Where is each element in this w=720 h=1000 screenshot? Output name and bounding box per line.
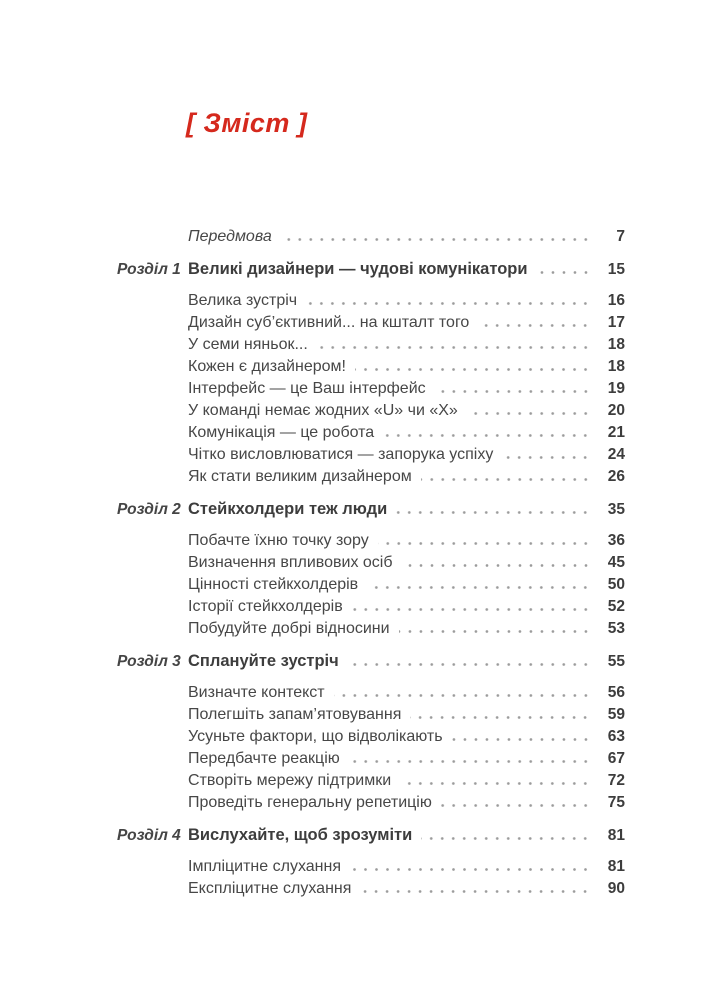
dot-leader bbox=[435, 390, 591, 393]
toc-row bbox=[117, 748, 625, 770]
entry-title: Створіть мережу підтримки bbox=[188, 772, 392, 789]
table-of-contents bbox=[117, 226, 625, 900]
toc-row bbox=[117, 290, 625, 312]
toc-row bbox=[117, 618, 625, 640]
toc-entry bbox=[188, 444, 625, 466]
entry-title: У команді немає жодних «U» чи «X» bbox=[188, 402, 458, 419]
entry-title: Як стати великим дизайнером bbox=[188, 468, 412, 485]
entry-title: Визначення впливових осіб bbox=[188, 554, 393, 571]
entry-page-number: 90 bbox=[607, 880, 625, 897]
page-title: [ Зміст ] bbox=[186, 108, 308, 138]
dot-leader bbox=[478, 324, 591, 327]
toc-row bbox=[117, 552, 625, 574]
toc-entry bbox=[188, 618, 625, 640]
entry-title: Стейкхолдери теж люди bbox=[188, 500, 388, 518]
toc-entry bbox=[188, 498, 625, 521]
entry-title: Полегшіть запам’ятовування bbox=[188, 706, 402, 723]
entry-title: Комунікація — це робота bbox=[188, 424, 375, 441]
toc-row bbox=[117, 682, 625, 704]
entry-page-number: 21 bbox=[607, 424, 625, 441]
entry-title: Велика зустріч bbox=[188, 292, 298, 309]
toc-entry bbox=[188, 422, 625, 444]
toc-entry bbox=[188, 748, 625, 770]
dot-leader bbox=[378, 542, 591, 545]
dot-leader bbox=[349, 760, 591, 763]
entry-page-number: 16 bbox=[607, 292, 625, 309]
entry-page-number: 59 bbox=[607, 706, 625, 723]
toc-row bbox=[117, 444, 625, 466]
toc-entry bbox=[188, 856, 625, 878]
toc-entry bbox=[188, 650, 625, 673]
toc-row bbox=[117, 466, 625, 488]
toc-entry bbox=[188, 878, 625, 900]
entry-title: Проведіть генеральну репетицію bbox=[188, 794, 432, 811]
toc-entry bbox=[188, 334, 625, 356]
entry-page-number: 24 bbox=[607, 446, 625, 463]
entry-page-number: 55 bbox=[607, 653, 625, 670]
toc-entry bbox=[188, 400, 625, 422]
dot-leader bbox=[281, 238, 591, 241]
toc-entry bbox=[188, 530, 625, 552]
dot-leader bbox=[306, 302, 591, 305]
toc-row bbox=[117, 422, 625, 444]
chapter-label: Розділ 2 bbox=[117, 501, 181, 518]
entry-title: Усуньте фактори, що відволікають bbox=[188, 728, 443, 745]
entry-title: Інтерфейс — це Ваш інтерфейс bbox=[188, 380, 426, 397]
entry-title: Передбачте реакцію bbox=[188, 750, 340, 767]
entry-page-number: 35 bbox=[607, 501, 625, 518]
entry-page-number: 56 bbox=[607, 684, 625, 701]
entry-title: Вислухайте, щоб зрозуміти bbox=[188, 826, 413, 844]
toc-row bbox=[117, 650, 625, 672]
toc-row bbox=[117, 258, 625, 280]
toc-entry bbox=[188, 466, 625, 488]
toc-entry bbox=[188, 704, 625, 726]
entry-title: Експліцитне слухання bbox=[188, 880, 352, 897]
dot-leader bbox=[537, 271, 591, 274]
dot-leader bbox=[467, 412, 591, 415]
toc-row bbox=[117, 530, 625, 552]
dot-leader bbox=[400, 782, 591, 785]
dot-leader bbox=[348, 663, 591, 666]
entry-page-number: 72 bbox=[607, 772, 625, 789]
chapter-label: Розділ 1 bbox=[117, 261, 181, 278]
toc-entry bbox=[188, 378, 625, 400]
entry-page-number: 18 bbox=[607, 336, 625, 353]
dot-leader bbox=[317, 346, 591, 349]
entry-page-number: 45 bbox=[607, 554, 625, 571]
entry-page-number: 50 bbox=[607, 576, 625, 593]
entry-title: Побачте їхню точку зору bbox=[188, 532, 369, 549]
entry-page-number: 19 bbox=[607, 380, 625, 397]
entry-page-number: 81 bbox=[607, 827, 625, 844]
entry-title: Визначте контекст bbox=[188, 684, 325, 701]
toc-row bbox=[117, 596, 625, 618]
entry-title: Великі дизайнери — чудові комунікатори bbox=[188, 260, 528, 278]
toc-row bbox=[117, 312, 625, 334]
entry-title: Цінності стейкхолдерів bbox=[188, 576, 359, 593]
toc-row bbox=[117, 378, 625, 400]
dot-leader bbox=[367, 586, 591, 589]
chapter-label: Розділ 3 bbox=[117, 653, 181, 670]
toc-entry bbox=[188, 356, 625, 378]
entry-title: У семи няньок... bbox=[188, 336, 308, 353]
entry-page-number: 20 bbox=[607, 402, 625, 419]
toc-row bbox=[117, 704, 625, 726]
entry-page-number: 81 bbox=[607, 858, 625, 875]
dot-leader bbox=[410, 716, 591, 719]
dot-leader bbox=[355, 368, 591, 371]
toc-entry bbox=[188, 792, 625, 814]
toc-entry bbox=[188, 552, 625, 574]
entry-page-number: 15 bbox=[607, 261, 625, 278]
dot-leader bbox=[502, 456, 591, 459]
entry-page-number: 53 bbox=[607, 620, 625, 637]
toc-entry bbox=[188, 574, 625, 596]
dot-leader bbox=[421, 837, 591, 840]
entry-page-number: 52 bbox=[607, 598, 625, 615]
toc-row bbox=[117, 824, 625, 846]
toc-row bbox=[117, 792, 625, 814]
toc-row bbox=[117, 400, 625, 422]
toc-entry bbox=[188, 824, 625, 847]
toc-entry bbox=[188, 258, 625, 281]
entry-page-number: 17 bbox=[607, 314, 625, 331]
entry-page-number: 63 bbox=[607, 728, 625, 745]
dot-leader bbox=[399, 630, 591, 633]
toc-row bbox=[117, 574, 625, 596]
toc-row bbox=[117, 878, 625, 900]
dot-leader bbox=[350, 868, 591, 871]
entry-page-number: 18 bbox=[607, 358, 625, 375]
toc-entry bbox=[188, 312, 625, 334]
toc-entry bbox=[188, 596, 625, 618]
entry-title: Історії стейкхолдерів bbox=[188, 598, 343, 615]
dot-leader bbox=[421, 478, 591, 481]
entry-title: Кожен є дизайнером! bbox=[188, 358, 346, 375]
entry-page-number: 36 bbox=[607, 532, 625, 549]
toc-entry bbox=[188, 770, 625, 792]
entry-page-number: 75 bbox=[607, 794, 625, 811]
entry-title: Передмова bbox=[188, 228, 272, 245]
toc-entry bbox=[188, 726, 625, 748]
toc-row bbox=[117, 498, 625, 520]
dot-leader bbox=[352, 608, 591, 611]
dot-leader bbox=[360, 890, 591, 893]
dot-leader bbox=[402, 564, 592, 567]
toc-row bbox=[117, 726, 625, 748]
dot-leader bbox=[383, 434, 591, 437]
toc-entry bbox=[188, 290, 625, 312]
entry-title: Імпліцитне слухання bbox=[188, 858, 341, 875]
toc-entry bbox=[188, 682, 625, 704]
toc-entry bbox=[188, 226, 625, 248]
toc-row bbox=[117, 356, 625, 378]
toc-row bbox=[117, 334, 625, 356]
dot-leader bbox=[396, 511, 591, 514]
chapter-label: Розділ 4 bbox=[117, 827, 181, 844]
entry-title: Сплануйте зустріч bbox=[188, 652, 339, 670]
entry-title: Побудуйте добрі відносини bbox=[188, 620, 390, 637]
toc-row bbox=[117, 856, 625, 878]
toc-row bbox=[117, 226, 625, 248]
entry-title: Чітко висловлюватися — запорука успіху bbox=[188, 446, 494, 463]
dot-leader bbox=[452, 738, 591, 741]
dot-leader bbox=[441, 804, 591, 807]
toc-row bbox=[117, 770, 625, 792]
dot-leader bbox=[334, 694, 591, 697]
entry-page-number: 67 bbox=[607, 750, 625, 767]
entry-page-number: 7 bbox=[616, 228, 625, 245]
entry-page-number: 26 bbox=[607, 468, 625, 485]
entry-title: Дизайн суб’єктивний... на кшталт того bbox=[188, 314, 470, 331]
